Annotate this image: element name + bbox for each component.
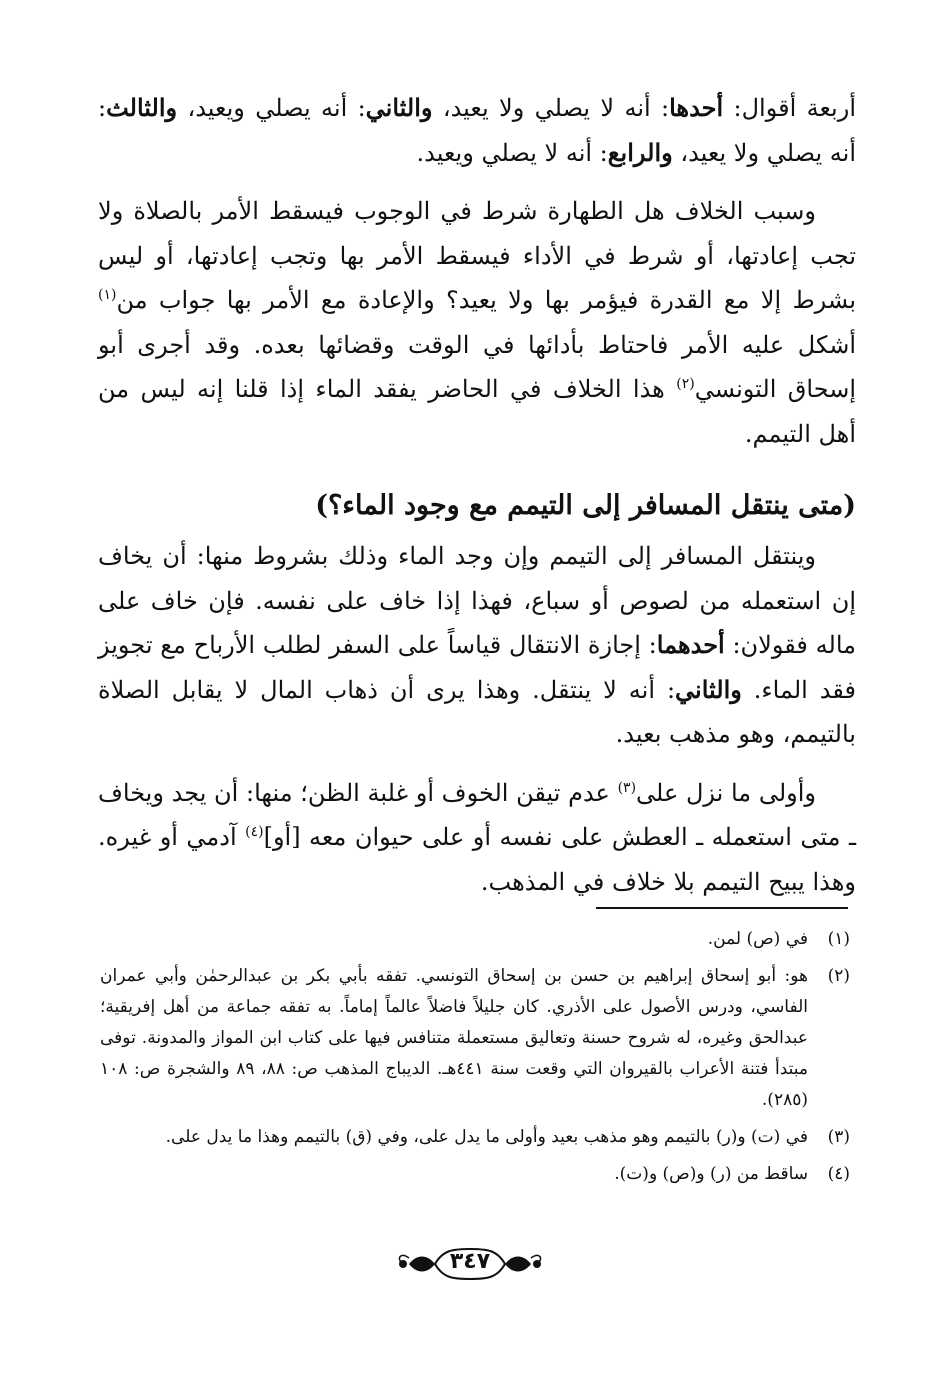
footnote <box>100 1159 850 1190</box>
text-run: عدم تيقن الخوف أو غلبة الظن؛ منها: أن يجد ويخاف ـ متى استعمله ـ العطش على نفسه أو على حيوان معه [أو] <box>98 778 856 851</box>
bold-term: والثاني <box>675 674 742 704</box>
text-run: : أنه لا يصلي ويعيد. <box>416 138 608 167</box>
bold-term: والثاني <box>365 93 433 122</box>
text-run: وسبب الخلاف هل الطهارة شرط في الوجوب فيسقط الأمر بالصلاة ولا تجب إعادتها، أو شرط في الأداء فيسقط الأمر بها وتجب إعادتها، أو ليس بشرط إلا مع القدرة فيؤمر بها ولا يعيد؟ والإعادة مع الأمر بها جواب من <box>98 197 856 314</box>
footnote <box>100 924 850 955</box>
footnote-number: (١) <box>827 929 850 949</box>
text-run: وأولى ما نزل على <box>636 778 816 807</box>
section-heading: (متى ينتقل المسافر إلى التيمم مع وجود الماء؟) <box>315 490 856 521</box>
text-run: أشكل عليه الأمر فاحتاط بأدائها في الوقت وقضائها بعده. وقد أجرى أبو إسحاق التونسي <box>98 330 856 403</box>
bold-term: أحدها <box>669 93 724 122</box>
text-run: آدمي أو غيره. وهذا يبيح التيمم بلا خلاف في المذهب. <box>98 823 856 896</box>
paragraph-four-opinions <box>98 86 856 175</box>
footnote-ref[interactable]: (٤) <box>245 824 264 840</box>
footnote <box>100 1122 850 1153</box>
text-run: : إجازة الانتقال قياساً على السفر لطلب الأرباح مع تجويز فقد الماء. <box>98 631 856 704</box>
page-number-ornament <box>395 1244 545 1284</box>
footnotes <box>100 924 850 1190</box>
footnote-text: هو: أبو إسحاق إبراهيم بن حسن بن إسحاق التونسي. تفقه بأبي بكر بن عبدالرحمٰن وأبي عمران الفاسي، ودرس الأصول على الأذري. كان جليلاً فاضلاً عالماً إماماً. به تفقه جماعة من أهل إفريقية؛ عبدالحق وغيره، له شروح حسنة وتعاليق مستعملة متنافس فيها على كتاب ابن المواز والمدونة. توفى مبتدأ فتنة الأعراب بالقيروان التي وقعت سنة ٤٤١هـ. الديباج المذهب ص: ٨٨، ٨٩ والشجرة ص: ١٠٨ (٢٨٥). <box>100 966 809 1110</box>
footnote-ref[interactable]: (٣) <box>617 779 637 796</box>
text-run: : أنه لا ينتقل. وهذا يرى أن ذهاب المال لا يقابل الصلاة بالتيمم، وهو مذهب بعيد. <box>98 675 856 748</box>
text-run: أربعة أقوال: <box>723 94 856 122</box>
bold-term: والثالث <box>106 93 178 122</box>
bold-term: والرابع <box>607 137 673 167</box>
footnote-ref[interactable]: (١) <box>98 287 117 303</box>
text-run: : أنه لا يصلي ولا يعيد، <box>432 94 670 122</box>
footnote-ref[interactable]: (٢) <box>676 376 695 392</box>
footnote-number: (٢) <box>827 966 850 986</box>
footnote-text: في (ت) و(ر) بالتيمم وهو مذهب بعيد وأولى ما يدل على، وفي (ق) بالتيمم وهذا ما يدل على. <box>165 1127 808 1147</box>
paragraph-cause-of-dispute <box>98 189 856 456</box>
footnote-number: (٤) <box>827 1164 850 1184</box>
footnote-text: ساقط من (ر) و(ص) و(ت). <box>614 1164 808 1184</box>
text-run: وينتقل المسافر إلى التيمم وإن وجد الماء وذلك بشروط منها: أن يخاف إن استعمله من لصوص أو سباع، فهذا إذا خاف على نفسه. فإن خاف على ماله فقولان: <box>98 542 857 659</box>
text-run: هذا الخلاف في الحاضر يفقد الماء إذا قلنا إنه ليس من أهل التيمم. <box>98 375 856 448</box>
text-run: : أنه يصلي ولا يعيد، <box>98 94 856 167</box>
footnote-number: (٣) <box>827 1127 850 1147</box>
footnote-divider <box>596 907 848 909</box>
paragraph-fear-of-thirst <box>98 771 856 905</box>
bold-term: أحدهما <box>656 630 725 659</box>
text-run: : أنه يصلي ويعيد، <box>177 94 366 122</box>
main-text <box>98 86 856 904</box>
paragraph-traveler-tayammum <box>98 534 856 757</box>
page-number: ٣٤٧ <box>449 1249 491 1274</box>
footnote-text: في (ص) لمن. <box>707 929 808 949</box>
footnote <box>100 961 850 1116</box>
